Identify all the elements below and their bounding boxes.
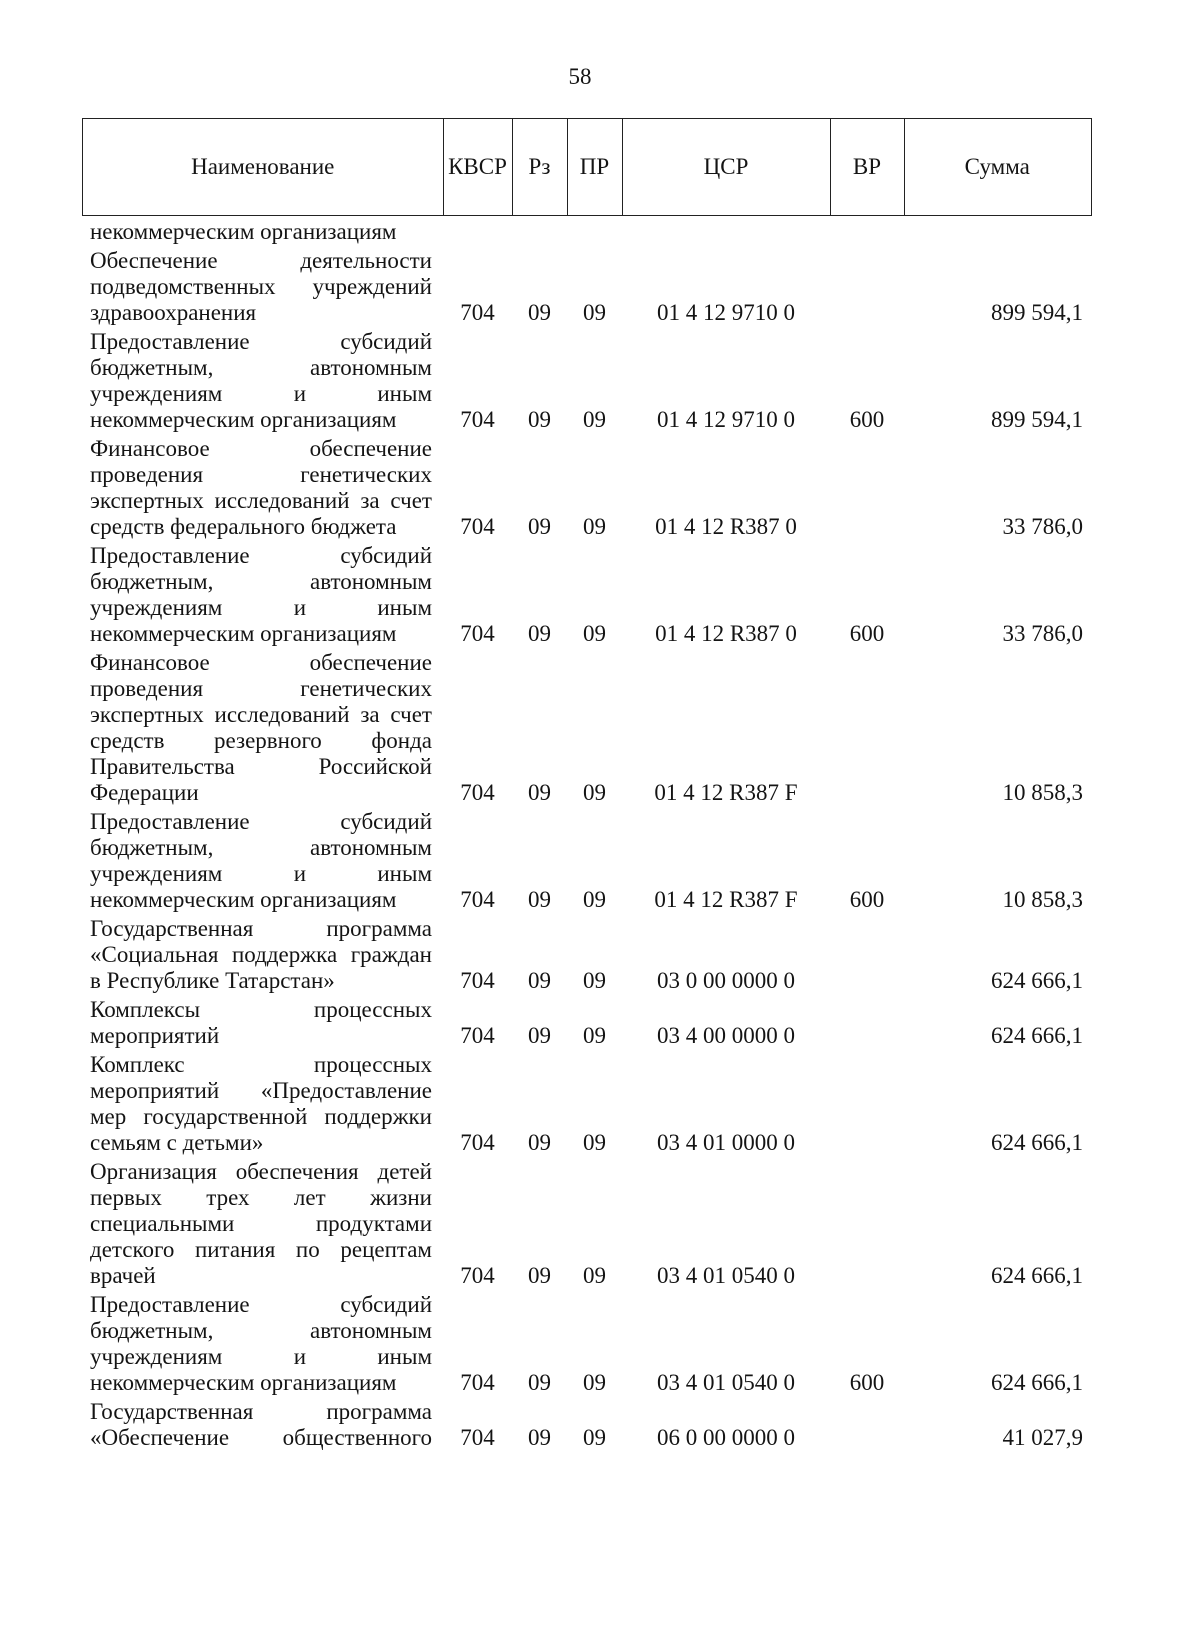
header-pr: ПР xyxy=(567,119,622,215)
sum-cell: 10 858,3 xyxy=(1002,887,1083,912)
table-header xyxy=(82,118,1092,216)
csr-cell: 01 4 12 R387 F xyxy=(654,887,798,912)
sum-cell: 10 858,3 xyxy=(1002,780,1083,805)
sum-cell: 624 666,1 xyxy=(991,968,1083,993)
header-rz: Рз xyxy=(512,119,567,215)
name-line: некоммерческим организациям xyxy=(90,1370,397,1395)
name-line: бюджетным, автономным xyxy=(90,835,432,860)
name-line: Организация обеспечения детей xyxy=(90,1159,432,1184)
pr-cell: 09 xyxy=(583,1263,606,1288)
pr-cell: 09 xyxy=(583,1130,606,1155)
name-cell xyxy=(82,436,443,540)
csr-cell: 03 4 01 0000 0 xyxy=(657,1130,795,1155)
table-row xyxy=(82,916,1092,994)
name-line: бюджетным, автономным xyxy=(90,355,432,380)
name-cell xyxy=(82,997,443,1049)
page-number: 58 xyxy=(568,64,592,89)
pr-cell: 09 xyxy=(583,1425,606,1450)
name-cell xyxy=(82,650,443,806)
rz-cell: 09 xyxy=(528,514,551,539)
vr-cell: 600 xyxy=(849,1370,885,1395)
name-line: Комплекс процессных xyxy=(90,1052,432,1077)
name-line: учреждениям и иным xyxy=(90,1344,432,1369)
name-line: мероприятий xyxy=(90,1023,220,1048)
header-sum: Сумма xyxy=(904,119,1091,215)
name-line: мероприятий «Предоставление xyxy=(90,1078,432,1103)
kvsr-cell: 704 xyxy=(460,407,495,432)
name-line: некоммерческим организациям xyxy=(90,219,397,244)
name-line: экспертных исследований за счет xyxy=(90,488,432,513)
name-line: средств резервного фонда xyxy=(90,728,432,753)
csr-cell: 03 4 00 0000 0 xyxy=(657,1023,795,1048)
header-csr: ЦСР xyxy=(622,119,830,215)
csr-cell: 01 4 12 R387 F xyxy=(654,780,798,805)
kvsr-cell: 704 xyxy=(460,621,495,646)
table-row xyxy=(82,1052,1092,1156)
table-row xyxy=(82,1292,1092,1396)
sum-cell: 624 666,1 xyxy=(991,1130,1083,1155)
name-line: первых трех лет жизни xyxy=(90,1185,432,1210)
kvsr-cell: 704 xyxy=(460,1370,495,1395)
pr-cell: 09 xyxy=(583,887,606,912)
sum-cell: 41 027,9 xyxy=(1002,1425,1083,1450)
kvsr-cell: 704 xyxy=(460,1130,495,1155)
name-line: Государственная программа xyxy=(90,1399,432,1424)
pr-cell: 09 xyxy=(583,968,606,993)
rz-cell: 09 xyxy=(528,780,551,805)
name-line: Предоставление субсидий xyxy=(90,543,432,568)
table-row xyxy=(82,329,1092,433)
rz-cell: 09 xyxy=(528,300,551,325)
table-row xyxy=(82,248,1092,326)
kvsr-cell: 704 xyxy=(460,1023,495,1048)
table-row xyxy=(82,543,1092,647)
table-row xyxy=(82,997,1092,1049)
name-line: подведомственных учреждений xyxy=(90,274,432,299)
csr-cell: 01 4 12 9710 0 xyxy=(657,407,795,432)
name-cell xyxy=(82,1052,443,1156)
pr-cell: 09 xyxy=(583,1023,606,1048)
table-row xyxy=(82,1159,1092,1289)
rz-cell: 09 xyxy=(528,1023,551,1048)
name-line: Финансовое обеспечение xyxy=(90,650,432,675)
csr-cell: 01 4 12 9710 0 xyxy=(657,300,795,325)
vr-cell: 600 xyxy=(849,407,885,432)
table-body xyxy=(82,219,1092,1454)
csr-cell: 01 4 12 R387 0 xyxy=(655,621,797,646)
name-cell xyxy=(82,543,443,647)
name-line: здравоохранения xyxy=(90,300,257,325)
rz-cell: 09 xyxy=(528,407,551,432)
pr-cell: 09 xyxy=(583,621,606,646)
rz-cell: 09 xyxy=(528,1370,551,1395)
name-line: Обеспечение деятельности xyxy=(90,248,432,273)
table-row xyxy=(82,809,1092,913)
name-line: Финансовое обеспечение xyxy=(90,436,432,461)
csr-cell: 06 0 00 0000 0 xyxy=(657,1425,795,1450)
name-cell xyxy=(82,1399,443,1451)
sum-cell: 624 666,1 xyxy=(991,1370,1083,1395)
csr-cell: 03 4 01 0540 0 xyxy=(657,1370,795,1395)
table-row xyxy=(82,650,1092,806)
kvsr-cell: 704 xyxy=(460,514,495,539)
name-cell xyxy=(82,1292,443,1396)
name-cell xyxy=(82,219,443,245)
csr-cell: 03 4 01 0540 0 xyxy=(657,1263,795,1288)
rz-cell: 09 xyxy=(528,621,551,646)
kvsr-cell: 704 xyxy=(460,780,495,805)
sum-cell: 624 666,1 xyxy=(991,1263,1083,1288)
name-line: некоммерческим организациям xyxy=(90,887,397,912)
name-line: Государственная программа xyxy=(90,916,432,941)
name-line: специальными продуктами xyxy=(90,1211,432,1236)
name-line: в Республике Татарстан» xyxy=(90,968,335,993)
table-row xyxy=(82,436,1092,540)
name-line: семьям с детьми» xyxy=(90,1130,264,1155)
name-line: детского питания по рецептам xyxy=(90,1237,432,1262)
table-row xyxy=(82,219,1092,245)
kvsr-cell: 704 xyxy=(460,1263,495,1288)
name-line: Предоставление субсидий xyxy=(90,809,432,834)
pr-cell: 09 xyxy=(583,300,606,325)
kvsr-cell: 704 xyxy=(460,1425,495,1450)
rz-cell: 09 xyxy=(528,1425,551,1450)
header-kvsr: КВСР xyxy=(443,119,512,215)
name-line: учреждениям и иным xyxy=(90,595,432,620)
sum-cell: 33 786,0 xyxy=(1002,514,1083,539)
pr-cell: 09 xyxy=(583,514,606,539)
kvsr-cell: 704 xyxy=(460,887,495,912)
name-line: Предоставление субсидий xyxy=(90,1292,432,1317)
rz-cell: 09 xyxy=(528,887,551,912)
name-line: бюджетным, автономным xyxy=(90,569,432,594)
name-cell xyxy=(82,916,443,994)
sum-cell: 624 666,1 xyxy=(991,1023,1083,1048)
name-line: проведения генетических xyxy=(90,462,432,487)
name-line: Предоставление субсидий xyxy=(90,329,432,354)
header-name: Наименование xyxy=(191,154,335,179)
kvsr-cell: 704 xyxy=(460,968,495,993)
vr-cell: 600 xyxy=(849,621,885,646)
name-line: Правительства Российской xyxy=(90,754,432,779)
name-line: учреждениям и иным xyxy=(90,381,432,406)
name-line: бюджетным, автономным xyxy=(90,1318,432,1343)
name-line: мер государственной поддержки xyxy=(90,1104,432,1129)
name-line: экспертных исследований за счет xyxy=(90,702,432,727)
pr-cell: 09 xyxy=(583,407,606,432)
name-line: проведения генетических xyxy=(90,676,432,701)
table-row xyxy=(82,1399,1092,1451)
name-line: учреждениям и иным xyxy=(90,861,432,886)
rz-cell: 09 xyxy=(528,1130,551,1155)
name-line: некоммерческим организациям xyxy=(90,621,397,646)
csr-cell: 03 0 00 0000 0 xyxy=(657,968,795,993)
kvsr-cell: 704 xyxy=(460,300,495,325)
name-cell xyxy=(82,329,443,433)
sum-cell: 899 594,1 xyxy=(991,407,1083,432)
name-cell xyxy=(82,809,443,913)
pr-cell: 09 xyxy=(583,780,606,805)
csr-cell: 01 4 12 R387 0 xyxy=(655,514,797,539)
name-cell xyxy=(82,248,443,326)
name-line: врачей xyxy=(90,1263,156,1288)
rz-cell: 09 xyxy=(528,1263,551,1288)
sum-cell: 899 594,1 xyxy=(991,300,1083,325)
name-line: Комплексы процессных xyxy=(90,997,432,1022)
sum-cell: 33 786,0 xyxy=(1002,621,1083,646)
rz-cell: 09 xyxy=(528,968,551,993)
name-line: средств федерального бюджета xyxy=(90,514,397,539)
vr-cell: 600 xyxy=(849,887,885,912)
header-vr: ВР xyxy=(830,119,904,215)
name-cell xyxy=(82,1159,443,1289)
name-line: Федерации xyxy=(90,780,199,805)
pr-cell: 09 xyxy=(583,1370,606,1395)
name-line: некоммерческим организациям xyxy=(90,407,397,432)
name-line: «Социальная поддержка граждан xyxy=(90,942,432,967)
name-line: «Обеспечение общественного xyxy=(90,1425,432,1450)
